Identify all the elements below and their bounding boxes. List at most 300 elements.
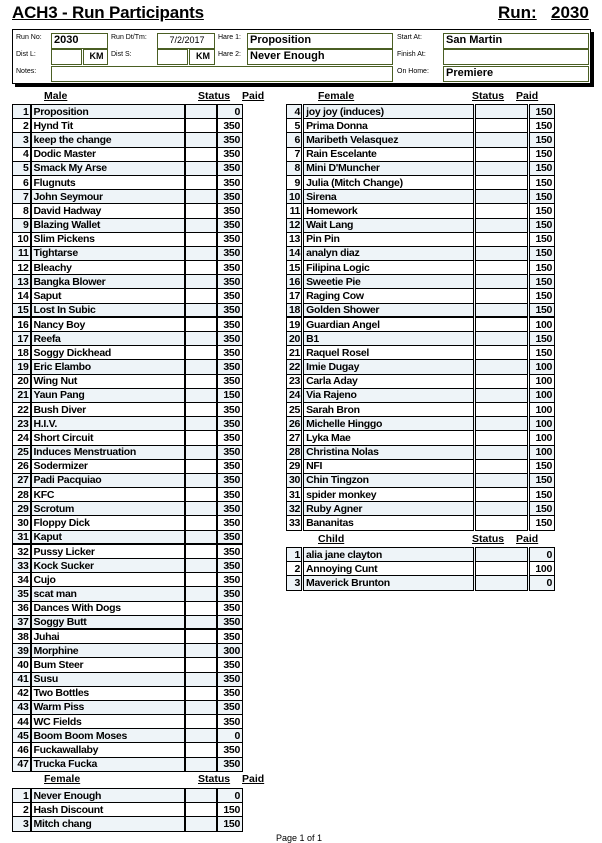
participant-paid[interactable]: 0 — [217, 789, 243, 803]
participant-paid[interactable]: 300 — [217, 644, 243, 658]
participant-paid[interactable]: 350 — [217, 459, 243, 473]
participant-name[interactable]: Boom Boom Moses — [31, 729, 185, 743]
participant-paid[interactable]: 150 — [529, 261, 555, 275]
participant-paid[interactable]: 150 — [529, 204, 555, 218]
participant-row[interactable] — [287, 360, 555, 374]
participant-paid[interactable]: 350 — [217, 700, 243, 714]
participant-row[interactable] — [287, 105, 555, 119]
participant-status[interactable] — [185, 803, 217, 817]
participant-status[interactable] — [185, 601, 217, 615]
participant-row[interactable] — [13, 445, 243, 459]
participant-row[interactable] — [13, 261, 243, 275]
participant-status[interactable] — [475, 346, 529, 360]
hare2-field[interactable]: Never Enough — [247, 49, 393, 65]
participant-row[interactable] — [287, 417, 555, 431]
participant-row[interactable] — [13, 629, 243, 643]
participant-name[interactable]: Hash Discount — [31, 803, 185, 817]
participant-row[interactable] — [13, 317, 243, 331]
finish-at-field[interactable] — [443, 49, 589, 65]
participant-status[interactable] — [185, 672, 217, 686]
participant-name[interactable]: Susu — [31, 672, 185, 686]
participant-name[interactable]: Lost In Subic — [31, 303, 185, 317]
participant-status[interactable] — [185, 402, 217, 416]
participant-name[interactable]: scat man — [31, 587, 185, 601]
participant-name[interactable]: Saput — [31, 289, 185, 303]
participant-status[interactable] — [185, 289, 217, 303]
participant-paid[interactable]: 350 — [217, 374, 243, 388]
participant-paid[interactable]: 350 — [217, 445, 243, 459]
participant-name[interactable]: Maverick Brunton — [303, 576, 475, 590]
participant-row[interactable] — [13, 601, 243, 615]
participant-row[interactable] — [13, 388, 243, 402]
participant-status[interactable] — [185, 743, 217, 757]
participant-name[interactable]: Induces Menstruation — [31, 445, 185, 459]
participant-status[interactable] — [475, 303, 529, 317]
participant-row[interactable] — [13, 289, 243, 303]
participant-name[interactable]: Raging Cow — [303, 289, 475, 303]
participant-status[interactable] — [185, 303, 217, 317]
participant-paid[interactable]: 350 — [217, 417, 243, 431]
participant-name[interactable]: Short Circuit — [31, 431, 185, 445]
participant-status[interactable] — [185, 573, 217, 587]
participant-name[interactable]: Two Bottles — [31, 686, 185, 700]
participant-status[interactable] — [185, 190, 217, 204]
participant-status[interactable] — [185, 530, 217, 544]
participant-status[interactable] — [475, 317, 529, 331]
participant-paid[interactable]: 150 — [217, 803, 243, 817]
participant-name[interactable]: Kaput — [31, 530, 185, 544]
participant-name[interactable]: Carla Aday — [303, 374, 475, 388]
participant-status[interactable] — [185, 502, 217, 516]
participant-name[interactable]: Bleachy — [31, 261, 185, 275]
participant-status[interactable] — [185, 516, 217, 530]
participant-row[interactable] — [287, 204, 555, 218]
participant-name[interactable]: Blazing Wallet — [31, 218, 185, 232]
participant-status[interactable] — [475, 190, 529, 204]
participant-paid[interactable]: 100 — [529, 445, 555, 459]
participant-name[interactable]: spider monkey — [303, 488, 475, 502]
participant-row[interactable] — [287, 161, 555, 175]
participant-status[interactable] — [475, 459, 529, 473]
participant-row[interactable] — [13, 544, 243, 558]
participant-paid[interactable]: 350 — [217, 488, 243, 502]
participant-name[interactable]: Christina Nolas — [303, 445, 475, 459]
participant-row[interactable] — [287, 175, 555, 189]
participant-paid[interactable]: 100 — [529, 360, 555, 374]
participant-name[interactable]: Golden Shower — [303, 303, 475, 317]
participant-name[interactable]: Prima Donna — [303, 119, 475, 133]
participant-paid[interactable]: 100 — [529, 562, 555, 576]
participant-name[interactable]: Homework — [303, 204, 475, 218]
participant-status[interactable] — [185, 686, 217, 700]
participant-status[interactable] — [475, 502, 529, 516]
participant-paid[interactable]: 100 — [529, 388, 555, 402]
participant-row[interactable] — [13, 232, 243, 246]
participant-paid[interactable]: 350 — [217, 629, 243, 643]
participant-name[interactable]: H.I.V. — [31, 417, 185, 431]
participant-row[interactable] — [287, 346, 555, 360]
participant-name[interactable]: alia jane clayton — [303, 548, 475, 562]
participant-paid[interactable]: 350 — [217, 473, 243, 487]
participant-row[interactable] — [287, 473, 555, 487]
participant-name[interactable]: Sodermizer — [31, 459, 185, 473]
participant-paid[interactable]: 150 — [529, 105, 555, 119]
participant-name[interactable]: keep the change — [31, 133, 185, 147]
participant-paid[interactable]: 100 — [529, 402, 555, 416]
participant-name[interactable]: Reefa — [31, 332, 185, 346]
participant-paid[interactable]: 350 — [217, 559, 243, 573]
participant-status[interactable] — [475, 147, 529, 161]
participant-status[interactable] — [185, 644, 217, 658]
participant-paid[interactable]: 350 — [217, 346, 243, 360]
participant-status[interactable] — [185, 715, 217, 729]
participant-paid[interactable]: 350 — [217, 658, 243, 672]
participant-paid[interactable]: 350 — [217, 161, 243, 175]
participant-paid[interactable]: 150 — [529, 275, 555, 289]
participant-name[interactable]: Bananitas — [303, 516, 475, 530]
participant-paid[interactable]: 350 — [217, 502, 243, 516]
participant-status[interactable] — [185, 757, 217, 771]
participant-paid[interactable]: 150 — [529, 232, 555, 246]
participant-paid[interactable]: 100 — [529, 417, 555, 431]
participant-paid[interactable]: 0 — [529, 576, 555, 590]
participant-row[interactable] — [13, 559, 243, 573]
participant-status[interactable] — [185, 133, 217, 147]
participant-row[interactable] — [287, 388, 555, 402]
participant-name[interactable]: Juhai — [31, 629, 185, 643]
participant-name[interactable]: Never Enough — [31, 789, 185, 803]
participant-status[interactable] — [475, 576, 529, 590]
participant-name[interactable]: Eric Elambo — [31, 360, 185, 374]
participant-name[interactable]: Bum Steer — [31, 658, 185, 672]
participant-name[interactable]: John Seymour — [31, 190, 185, 204]
participant-name[interactable]: Filipina Logic — [303, 261, 475, 275]
participant-status[interactable] — [475, 388, 529, 402]
participant-row[interactable] — [287, 246, 555, 260]
participant-paid[interactable]: 350 — [217, 147, 243, 161]
participant-paid[interactable]: 350 — [217, 601, 243, 615]
participant-name[interactable]: Annoying Cunt — [303, 562, 475, 576]
participant-row[interactable] — [287, 548, 555, 562]
participant-paid[interactable]: 350 — [217, 332, 243, 346]
participant-row[interactable] — [13, 488, 243, 502]
participant-paid[interactable]: 350 — [217, 303, 243, 317]
participant-status[interactable] — [185, 147, 217, 161]
participant-row[interactable] — [13, 119, 243, 133]
participant-name[interactable]: Scrotum — [31, 502, 185, 516]
participant-paid[interactable]: 350 — [217, 743, 243, 757]
participant-status[interactable] — [475, 431, 529, 445]
participant-paid[interactable]: 350 — [217, 587, 243, 601]
participant-row[interactable] — [287, 445, 555, 459]
participant-row[interactable] — [287, 374, 555, 388]
participant-name[interactable]: Hynd Tit — [31, 119, 185, 133]
participant-status[interactable] — [185, 204, 217, 218]
participant-paid[interactable]: 350 — [217, 133, 243, 147]
participant-name[interactable]: Bush Diver — [31, 402, 185, 416]
participant-name[interactable]: Pussy Licker — [31, 544, 185, 558]
participant-row[interactable] — [13, 817, 243, 831]
participant-paid[interactable]: 150 — [529, 133, 555, 147]
participant-paid[interactable]: 350 — [217, 686, 243, 700]
participant-name[interactable]: Smack My Arse — [31, 161, 185, 175]
participant-paid[interactable]: 350 — [217, 360, 243, 374]
participant-name[interactable]: Fuckawallaby — [31, 743, 185, 757]
participant-status[interactable] — [185, 559, 217, 573]
participant-paid[interactable]: 150 — [217, 817, 243, 831]
participant-row[interactable] — [13, 374, 243, 388]
participant-status[interactable] — [475, 473, 529, 487]
participant-name[interactable]: Cujo — [31, 573, 185, 587]
participant-name[interactable]: Soggy Butt — [31, 615, 185, 629]
participant-row[interactable] — [13, 803, 243, 817]
participant-row[interactable] — [287, 516, 555, 530]
participant-row[interactable] — [13, 332, 243, 346]
participant-status[interactable] — [475, 246, 529, 260]
participant-row[interactable] — [287, 332, 555, 346]
participant-paid[interactable]: 150 — [529, 346, 555, 360]
participant-row[interactable] — [287, 147, 555, 161]
participant-name[interactable]: Rain Escelante — [303, 147, 475, 161]
participant-row[interactable] — [287, 502, 555, 516]
participant-row[interactable] — [287, 402, 555, 416]
start-at-field[interactable]: San Martin — [443, 33, 589, 49]
participant-paid[interactable]: 350 — [217, 715, 243, 729]
participant-status[interactable] — [475, 161, 529, 175]
participant-status[interactable] — [475, 417, 529, 431]
participant-name[interactable]: Sweetie Pie — [303, 275, 475, 289]
participant-paid[interactable]: 100 — [529, 317, 555, 331]
participant-paid[interactable]: 150 — [529, 147, 555, 161]
participant-status[interactable] — [185, 629, 217, 643]
participant-paid[interactable]: 350 — [217, 757, 243, 771]
participant-status[interactable] — [185, 346, 217, 360]
participant-row[interactable] — [287, 576, 555, 590]
participant-row[interactable] — [13, 133, 243, 147]
participant-row[interactable] — [287, 261, 555, 275]
participant-name[interactable]: Wait Lang — [303, 218, 475, 232]
participant-status[interactable] — [475, 105, 529, 119]
participant-status[interactable] — [185, 615, 217, 629]
participant-status[interactable] — [185, 789, 217, 803]
participant-paid[interactable]: 150 — [529, 119, 555, 133]
participant-paid[interactable]: 150 — [529, 332, 555, 346]
participant-row[interactable] — [287, 119, 555, 133]
participant-row[interactable] — [287, 303, 555, 317]
participant-row[interactable] — [13, 275, 243, 289]
participant-paid[interactable]: 350 — [217, 275, 243, 289]
participant-name[interactable]: Michelle Hinggo — [303, 417, 475, 431]
participant-paid[interactable]: 350 — [217, 190, 243, 204]
participant-name[interactable]: Julia (Mitch Change) — [303, 175, 475, 189]
participant-row[interactable] — [13, 346, 243, 360]
participant-name[interactable]: Flugnuts — [31, 175, 185, 189]
participant-name[interactable]: WC Fields — [31, 715, 185, 729]
participant-name[interactable]: Dances With Dogs — [31, 601, 185, 615]
participant-status[interactable] — [475, 119, 529, 133]
participant-status[interactable] — [185, 587, 217, 601]
participant-status[interactable] — [475, 516, 529, 530]
participant-status[interactable] — [185, 459, 217, 473]
dist-s-field[interactable] — [157, 49, 188, 65]
participant-paid[interactable]: 150 — [529, 218, 555, 232]
participant-name[interactable]: Maribeth Velasquez — [303, 133, 475, 147]
participant-row[interactable] — [287, 190, 555, 204]
participant-row[interactable] — [13, 686, 243, 700]
participant-paid[interactable]: 350 — [217, 261, 243, 275]
participant-status[interactable] — [185, 417, 217, 431]
participant-paid[interactable]: 150 — [217, 388, 243, 402]
participant-status[interactable] — [475, 562, 529, 576]
participant-status[interactable] — [475, 374, 529, 388]
participant-row[interactable] — [287, 317, 555, 331]
participant-name[interactable]: Bangka Blower — [31, 275, 185, 289]
participant-name[interactable]: Slim Pickens — [31, 232, 185, 246]
participant-row[interactable] — [13, 644, 243, 658]
participant-name[interactable]: Wing Nut — [31, 374, 185, 388]
participant-name[interactable]: B1 — [303, 332, 475, 346]
participant-paid[interactable]: 350 — [217, 544, 243, 558]
notes-field[interactable] — [51, 66, 393, 82]
participant-paid[interactable]: 350 — [217, 431, 243, 445]
participant-name[interactable]: Ruby Agner — [303, 502, 475, 516]
participant-row[interactable] — [13, 757, 243, 771]
participant-paid[interactable]: 350 — [217, 672, 243, 686]
participant-paid[interactable]: 150 — [529, 516, 555, 530]
participant-paid[interactable]: 350 — [217, 317, 243, 331]
participant-row[interactable] — [13, 729, 243, 743]
participant-row[interactable] — [13, 658, 243, 672]
participant-name[interactable]: David Hadway — [31, 204, 185, 218]
participant-row[interactable] — [13, 715, 243, 729]
participant-paid[interactable]: 150 — [529, 473, 555, 487]
participant-name[interactable]: Trucka Fucka — [31, 757, 185, 771]
dist-l-field[interactable] — [51, 49, 82, 65]
participant-name[interactable]: Imie Dugay — [303, 360, 475, 374]
participant-status[interactable] — [185, 817, 217, 831]
participant-name[interactable]: joy joy (induces) — [303, 105, 475, 119]
participant-status[interactable] — [185, 488, 217, 502]
participant-row[interactable] — [13, 147, 243, 161]
participant-row[interactable] — [13, 516, 243, 530]
participant-name[interactable]: KFC — [31, 488, 185, 502]
participant-paid[interactable]: 350 — [217, 119, 243, 133]
participant-row[interactable] — [13, 161, 243, 175]
participant-status[interactable] — [185, 431, 217, 445]
participant-name[interactable]: Proposition — [31, 105, 185, 119]
participant-name[interactable]: Mitch chang — [31, 817, 185, 831]
participant-status[interactable] — [185, 544, 217, 558]
participant-paid[interactable]: 350 — [217, 516, 243, 530]
participant-status[interactable] — [475, 232, 529, 246]
participant-name[interactable]: Floppy Dick — [31, 516, 185, 530]
participant-row[interactable] — [13, 530, 243, 544]
participant-paid[interactable]: 350 — [217, 402, 243, 416]
participant-status[interactable] — [185, 473, 217, 487]
participant-paid[interactable]: 100 — [529, 431, 555, 445]
participant-status[interactable] — [185, 261, 217, 275]
participant-paid[interactable]: 150 — [529, 289, 555, 303]
participant-status[interactable] — [185, 700, 217, 714]
participant-row[interactable] — [13, 431, 243, 445]
participant-status[interactable] — [475, 218, 529, 232]
participant-row[interactable] — [13, 417, 243, 431]
participant-paid[interactable]: 150 — [529, 459, 555, 473]
participant-status[interactable] — [185, 332, 217, 346]
participant-status[interactable] — [475, 360, 529, 374]
participant-status[interactable] — [185, 175, 217, 189]
participant-paid[interactable]: 350 — [217, 530, 243, 544]
participant-row[interactable] — [13, 789, 243, 803]
participant-row[interactable] — [287, 431, 555, 445]
participant-status[interactable] — [475, 175, 529, 189]
on-home-field[interactable]: Premiere — [443, 66, 589, 82]
participant-paid[interactable]: 150 — [529, 488, 555, 502]
participant-paid[interactable]: 350 — [217, 175, 243, 189]
participant-status[interactable] — [475, 402, 529, 416]
participant-name[interactable]: Via Rajeno — [303, 388, 475, 402]
participant-row[interactable] — [13, 246, 243, 260]
participant-status[interactable] — [185, 232, 217, 246]
participant-name[interactable]: Kock Sucker — [31, 559, 185, 573]
participant-row[interactable] — [287, 562, 555, 576]
participant-row[interactable] — [13, 105, 243, 119]
participant-row[interactable] — [13, 204, 243, 218]
participant-name[interactable]: Raquel Rosel — [303, 346, 475, 360]
participant-row[interactable] — [13, 615, 243, 629]
participant-status[interactable] — [475, 261, 529, 275]
hare1-field[interactable]: Proposition — [247, 33, 393, 49]
participant-status[interactable] — [185, 445, 217, 459]
participant-row[interactable] — [13, 700, 243, 714]
participant-row[interactable] — [13, 190, 243, 204]
participant-paid[interactable]: 350 — [217, 232, 243, 246]
participant-status[interactable] — [185, 388, 217, 402]
participant-name[interactable]: Guardian Angel — [303, 317, 475, 331]
participant-row[interactable] — [13, 672, 243, 686]
participant-row[interactable] — [287, 232, 555, 246]
participant-row[interactable] — [287, 133, 555, 147]
participant-name[interactable]: Pin Pin — [303, 232, 475, 246]
participant-status[interactable] — [185, 105, 217, 119]
participant-row[interactable] — [13, 303, 243, 317]
participant-row[interactable] — [13, 573, 243, 587]
participant-name[interactable]: Nancy Boy — [31, 317, 185, 331]
participant-paid[interactable]: 150 — [529, 175, 555, 189]
participant-status[interactable] — [475, 488, 529, 502]
participant-status[interactable] — [185, 161, 217, 175]
participant-paid[interactable]: 100 — [529, 374, 555, 388]
participant-name[interactable]: Sarah Bron — [303, 402, 475, 416]
participant-row[interactable] — [13, 402, 243, 416]
participant-name[interactable]: Soggy Dickhead — [31, 346, 185, 360]
participant-paid[interactable]: 350 — [217, 204, 243, 218]
participant-paid[interactable]: 350 — [217, 246, 243, 260]
participant-row[interactable] — [287, 459, 555, 473]
participant-status[interactable] — [185, 374, 217, 388]
participant-name[interactable]: Padi Pacquiao — [31, 473, 185, 487]
participant-status[interactable] — [185, 119, 217, 133]
participant-paid[interactable]: 150 — [529, 502, 555, 516]
participant-paid[interactable]: 0 — [529, 548, 555, 562]
participant-name[interactable]: NFI — [303, 459, 475, 473]
participant-name[interactable]: Morphine — [31, 644, 185, 658]
participant-row[interactable] — [13, 360, 243, 374]
participant-row[interactable] — [13, 502, 243, 516]
participant-row[interactable] — [13, 218, 243, 232]
participant-status[interactable] — [475, 133, 529, 147]
participant-paid[interactable]: 350 — [217, 289, 243, 303]
